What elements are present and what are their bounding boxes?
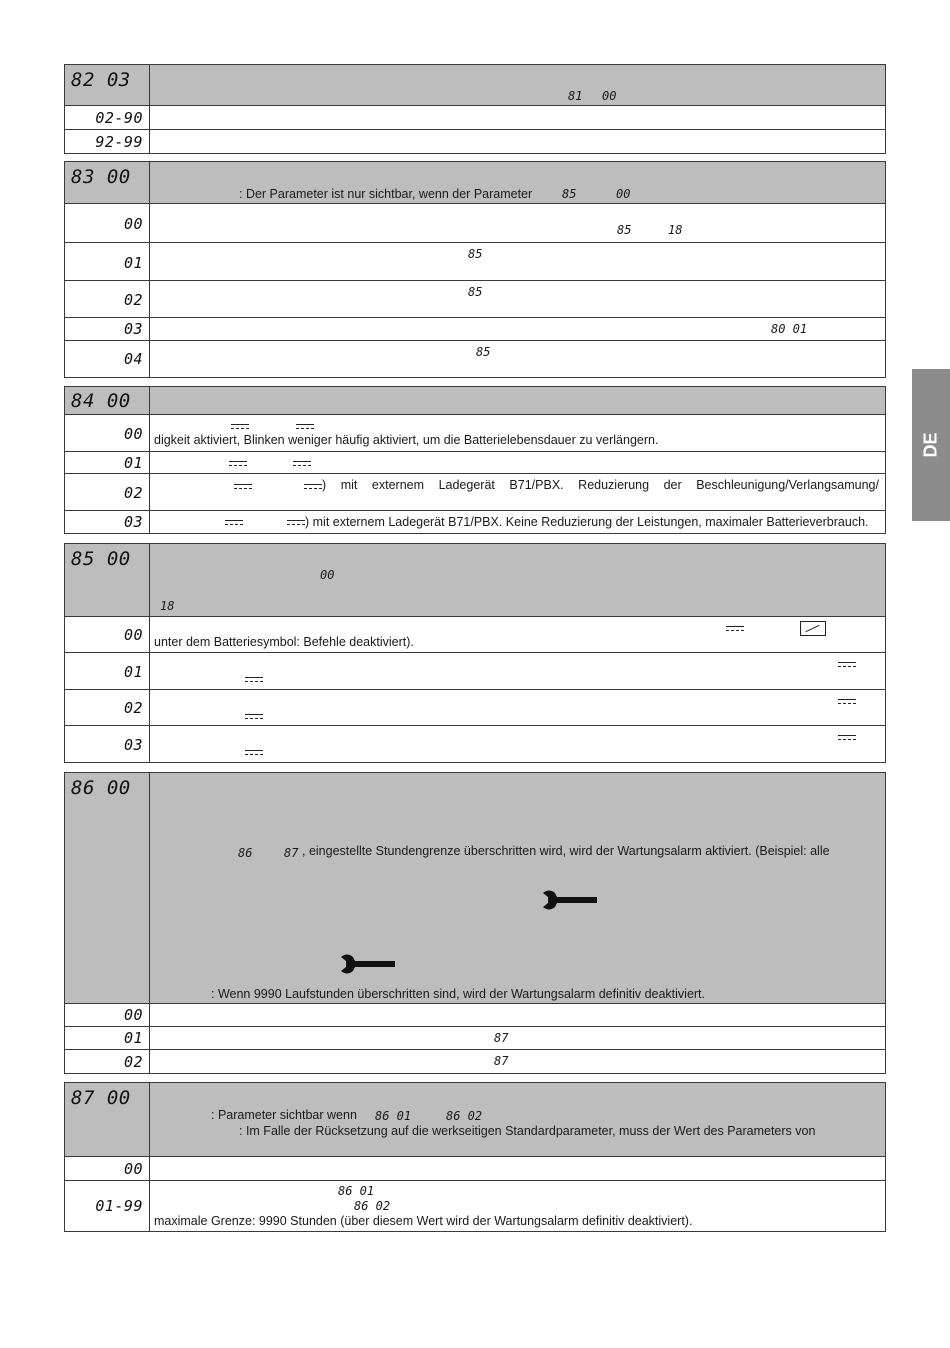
param-table-85 [64,543,886,763]
option-text: ) mit externem Ladegerät B71/PBX. Reduzierung der Beschleunigung/Verlangsamung/ [322,478,879,492]
battery-dc-icon [726,626,744,632]
display-code: 87 [494,1031,509,1045]
option-code: 01 [123,454,143,472]
option-code: 01 [123,1029,143,1047]
option-code: 92-99 [95,133,143,151]
display-code: 87 [284,846,299,860]
option-code: 04 [123,350,143,368]
display-code: 86 01 [375,1109,412,1123]
battery-dc-icon [296,424,314,430]
battery-dc-icon [304,484,322,490]
battery-dc-icon [287,520,305,526]
param-code: 86 00 [71,777,131,799]
language-tab [912,369,950,521]
display-code: 00 [320,568,335,582]
param-table-84 [64,386,886,534]
option-code: 03 [123,320,143,338]
option-text: maximale Grenze: 9990 Stunden (über diesem Wert wird der Wartungsalarm definitiv deaktiviert). [154,1214,693,1228]
option-text: ) mit externem Ladegerät B71/PBX. Keine Reduzierung der Leistungen, maximaler Batterieverbrauch. [305,515,869,529]
param-table-86 [64,772,886,1074]
option-code: 03 [123,736,143,754]
option-code: 01 [123,663,143,681]
switch-icon [800,621,826,636]
note-text: : Parameter sichtbar wenn [211,1108,357,1122]
display-code: 85 [562,187,577,201]
display-code: 00 [616,187,631,201]
option-code: 02 [123,291,143,309]
option-code: 00 [123,1160,143,1178]
note-text: : Im Falle der Rücksetzung auf die werkseitigen Standardparameter, muss der Wert des Parameters von [239,1124,816,1138]
param-code: 87 00 [71,1087,131,1109]
display-code: 85 [468,285,483,299]
battery-dc-icon [838,699,856,705]
battery-dc-icon [293,461,311,467]
wrench-icon [541,889,599,911]
battery-dc-icon [838,735,856,741]
battery-dc-icon [231,424,249,430]
display-code: 18 [160,599,175,613]
param-table-82 [64,64,886,154]
display-code: 85 [617,223,632,237]
option-code: 01 [123,254,143,272]
param-code: 82 03 [71,69,131,91]
option-code: 00 [123,626,143,644]
language-tab-label: DE [920,432,941,458]
display-code: 86 01 [338,1184,375,1198]
battery-dc-icon [234,484,252,490]
option-code: 02 [123,699,143,717]
battery-dc-icon [229,461,247,467]
display-code: 81 [568,89,583,103]
option-code: 00 [123,1006,143,1024]
wrench-icon [339,953,397,975]
display-code: 18 [668,223,683,237]
display-code: 87 [494,1054,509,1068]
option-code: 00 [123,425,143,443]
param-code: 85 00 [71,548,131,570]
battery-dc-icon [225,520,243,526]
note-text: : Der Parameter ist nur sichtbar, wenn der Parameter [239,187,533,201]
display-code: 85 [468,247,483,261]
battery-dc-icon [245,714,263,720]
param-code: 83 00 [71,166,131,188]
option-code: 00 [123,215,143,233]
battery-dc-icon [245,750,263,756]
display-code: 85 [476,345,491,359]
battery-dc-icon [245,677,263,683]
header-text: , eingestellte Stundengrenze überschritten wird, wird der Wartungsalarm aktiviert. (Beispiel: alle [302,844,830,858]
option-code: 02-90 [95,109,143,127]
option-text: unter dem Batteriesymbol: Befehle deaktiviert). [154,635,414,649]
option-code: 01-99 [95,1197,143,1215]
display-code: 80 01 [771,322,808,336]
param-table-87 [64,1082,886,1232]
option-code: 03 [123,513,143,531]
note-text: : Wenn 9990 Laufstunden überschritten sind, wird der Wartungsalarm definitiv deaktiviert. [211,987,706,1001]
battery-dc-icon [838,662,856,668]
display-code: 00 [602,89,617,103]
option-text: digkeit aktiviert, Blinken weniger häufig aktiviert, um die Batterielebensdauer zu verlängern. [154,433,659,447]
param-table-83 [64,161,886,378]
option-code: 02 [123,1053,143,1071]
option-code: 02 [123,484,143,502]
param-code: 84 00 [71,390,131,412]
display-code: 86 02 [446,1109,483,1123]
display-code: 86 [238,846,253,860]
display-code: 86 02 [354,1199,391,1213]
